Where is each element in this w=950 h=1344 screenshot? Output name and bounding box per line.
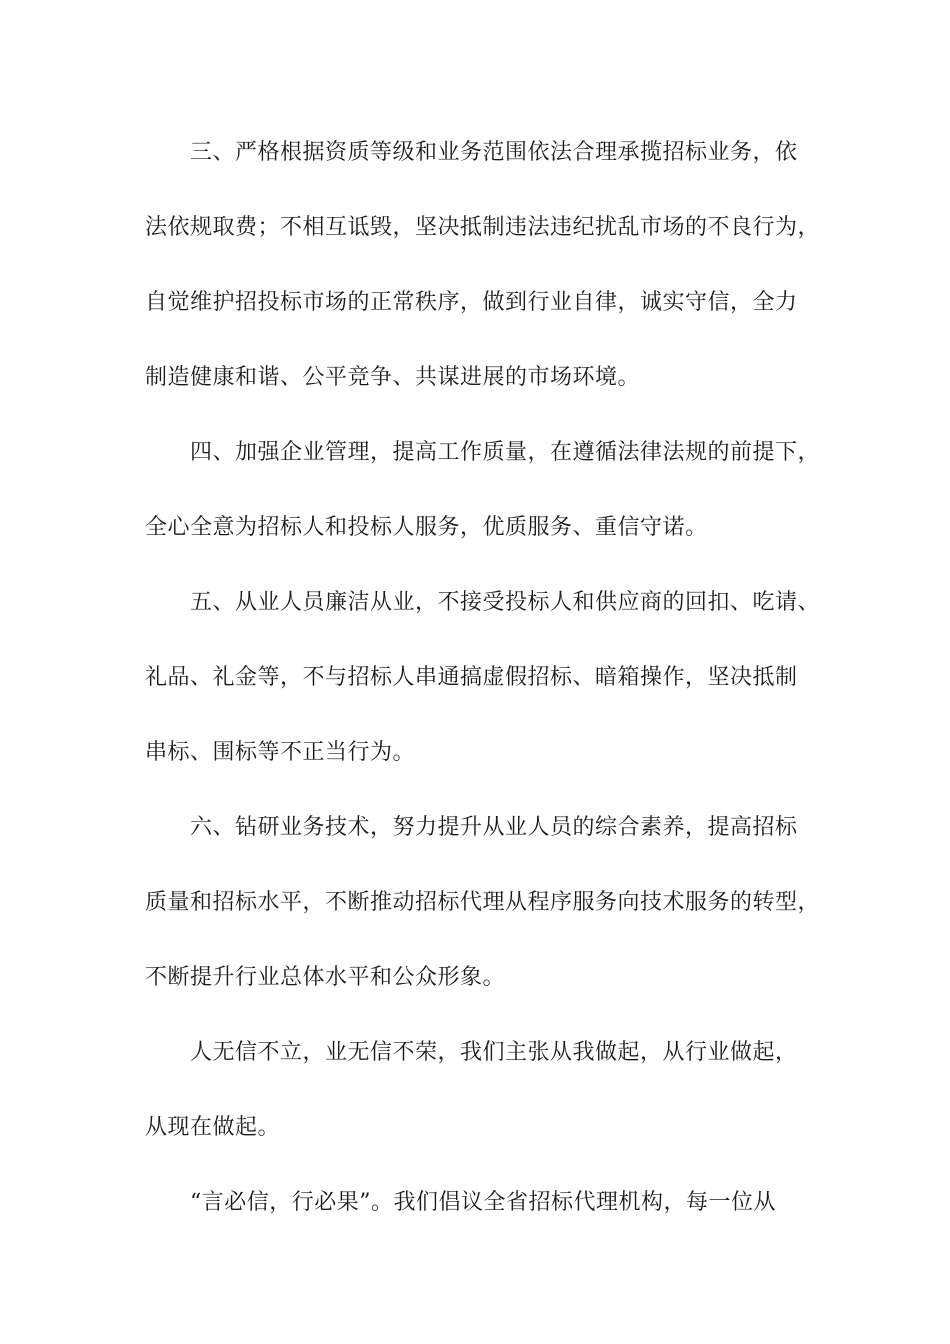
text-line: 四、加强企业管理，提高工作质量，在遵循法律法规的前提下， bbox=[190, 440, 821, 465]
text-line: 全心全意为招标人和投标人服务，优质服务、重信守诺。 bbox=[145, 515, 708, 540]
text-line: 从现在做起。 bbox=[145, 1115, 281, 1140]
text-line: 人无信不立，业无信不荣，我们主张从我做起，从行业做起， bbox=[190, 1040, 798, 1065]
text-line: 六、钻研业务技术，努力提升从业人员的综合素养，提高招标 bbox=[190, 815, 798, 840]
text-line: 五、从业人员廉洁从业，不接受投标人和供应商的回扣、吃请、 bbox=[190, 590, 821, 615]
text-line: 三、严格根据资质等级和业务范围依法合理承揽招标业务，依 bbox=[190, 140, 798, 165]
text-line: 制造健康和谐、公平竞争、共谋进展的市场环境。 bbox=[145, 365, 641, 390]
text-line: 法依规取费；不相互诋毁，坚决抵制违法违纪扰乱市场的不良行为， bbox=[145, 215, 821, 240]
text-line: 质量和招标水平，不断推动招标代理从程序服务向技术服务的转型， bbox=[145, 890, 821, 915]
text-line: 串标、围标等不正当行为。 bbox=[145, 740, 416, 765]
text-line: 礼品、礼金等，不与招标人串通搞虚假招标、暗箱操作，坚决抵制 bbox=[145, 665, 798, 690]
text-line: 自觉维护招投标市场的正常秩序，做到行业自律，诚实守信，全力 bbox=[145, 290, 798, 315]
text-line: “言必信，行必果”。我们倡议全省招标代理机构，每一位从 bbox=[190, 1190, 776, 1215]
text-line: 不断提升行业总体水平和公众形象。 bbox=[145, 965, 506, 990]
